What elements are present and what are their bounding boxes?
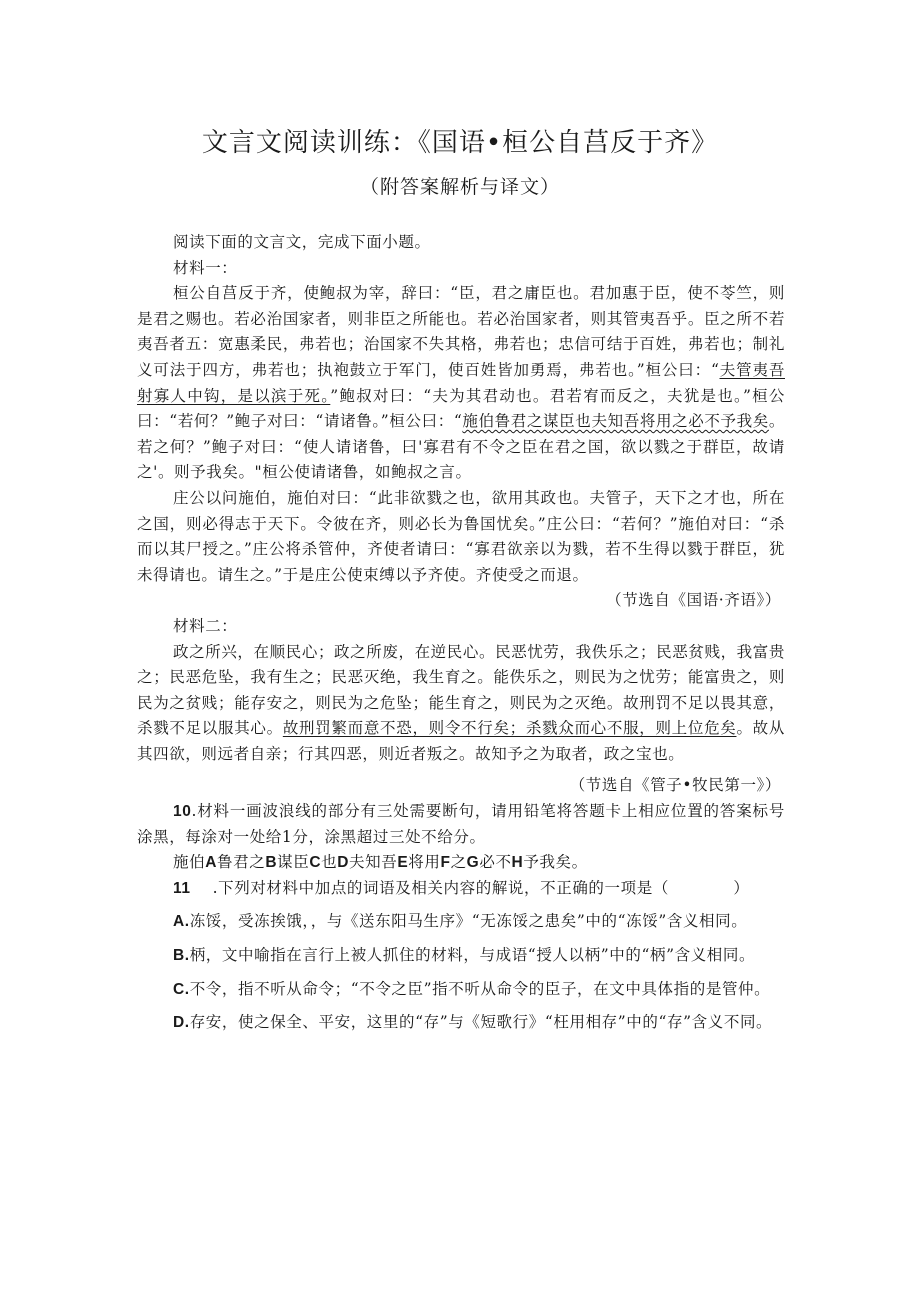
underlined-sentence: 夫管夷吾射寡人中钩，是以滨于死。 [137,360,785,405]
question-10-sentence [137,850,785,876]
underlined-sentence-2: 故刑罚繁而意不恐，则令不行矣；杀戮众而心不服，则上位危矣 [282,719,737,738]
question-11 [137,876,785,902]
option-text: 不令，指不听从命令；“不令之臣”指不听从命令的臣子，在文中具体指的是管仲。 [189,979,771,998]
break-option-label: F [440,854,451,872]
option-text: 存安，使之保全、平安，这里的“存”与《短歌行》“枉用相存”中的“存”含义不同。 [189,1013,773,1032]
sentence-segment: 予我矣。 [523,853,588,872]
material-two-source: （节选自《管子•牧民第一》） [569,776,781,795]
break-option-label: D [337,854,350,872]
document-subtitle: （附答案解析与译文） [359,176,560,198]
sentence-segment: 之 [450,853,467,872]
intro-line: 阅读下面的文言文，完成下面小题。 [173,233,431,251]
sentence-segment: 夫知吾 [349,853,398,872]
option-label: A. [173,913,190,931]
sentence-segment: 施伯 [173,853,206,872]
sentence-segment: 也 [321,853,338,872]
question-10-number: 10 [173,803,192,821]
option-text: 柄，文中喻指在言行上被人抓住的材料，与成语“授人以柄”中的“柄”含义相同。 [189,946,756,965]
m1-text-a: 桓公自莒反于齐，使鲍叔为宰，辞曰：“臣，君之庸臣也。君加惠于臣，使不苓竺，则是君之赐也。若必治国家者，则非臣之所能也。若必治国家者，则其管夷吾乎。臣之所不若夷吾者五：宽惠柔民，弗若也；治国家不失其格，弗若也；忠信可结于百姓，弗若也；制礼义可法于四方，弗若也；执袍鼓立于军门，使百姓皆加勇焉，弗若也。”桓公曰：“ [137,284,785,379]
option-c [137,977,785,1003]
option-a [137,909,785,935]
material-one-paragraph-2: 庄公以问施伯，施伯对曰：“此非欲戮之也，欲用其政也。夫管子，天下之才也，所在之国，则必得志于天下。令彼在齐，则必长为鲁国忧矣。”庄公曰：“若何？”施伯对曰：“杀而以其尸授之。”庄公将杀管仲，齐使者请曰：“寡君欲亲以为戮，若不生得以戮于群臣，犹未得请也。请生之。”于是庄公使束缚以予齐使。齐使受之而退。 [137,488,785,584]
option-label: C. [173,980,190,998]
break-option-label: A [205,854,217,872]
sentence-segment: 必不 [479,853,512,872]
material-two-paragraph [137,640,785,768]
document-title: 文言文阅读训练：《国语•桓公自莒反于齐》 [201,128,719,158]
question-10 [137,799,785,850]
wavy-underlined-passage: 施伯鲁君之谋臣也夫知吾将用之必不予我矣 [462,412,769,431]
sentence-segment: 谋臣 [277,853,310,872]
option-label: D. [173,1014,190,1032]
material-one-label: 材料一： [173,258,238,277]
question-11-number: 11 [173,879,191,897]
break-option-label: G [466,854,480,872]
question-11-text: .下列对材料中加点的词语及相关内容的解说，不正确的一项是（ ） [212,878,750,897]
question-11-options [137,909,785,1035]
m1-text-b: ”鲍叔对曰：“夫为其君动也。君若宥而反之，夫犹是也。”桓公曰：“若何？”鲍子对曰：“请诸鲁。”桓公曰：“ [137,386,785,431]
option-label: B. [173,947,190,965]
option-text: 冻馁，受冻挨饿，，与《送东阳马生序》“无冻馁之患矣”中的“冻馁”含义相同。 [189,912,748,931]
material-one-paragraph-1 [137,281,785,486]
sentence-segment: 将用 [408,853,441,872]
m2-text-a: 政之所兴，在顺民心；政之所废，在逆民心。民恶忧劳，我佚乐之；民恶贫贱，我富贵之；民恶危坠，我有生之；民恶灭绝，我生育之。能佚乐之，则民为之忧劳；能富贵之，则民为之贫贱；能存安之，则民为之危坠；能生育之，则民为之灭绝。故刑罚不足以畏其意，杀戮不足以服其心。 [137,642,785,738]
option-d [137,1010,785,1036]
m1-text-c: 。若之何？”鲍子对曰：“使人请诸鲁，曰'寡君有不令之臣在君之国，欲以戮之于群臣，故请之'。则予我矣。"桓公使请诸鲁，如鲍叔之言。 [137,412,785,482]
sentence-segment: 鲁君之 [217,853,266,872]
m2-text-b: 。故从其四欲，则远者自亲；行其四恶，则近者叛之。故知予之为取者，政之宝也。 [137,719,785,763]
option-b [137,943,785,969]
break-option-label: H [511,854,524,872]
material-two-label: 材料二： [173,616,238,635]
material-one-source: （节选自《国语·齐语》） [606,591,781,610]
break-option-label: C [309,854,322,872]
question-10-text: .材料一画波浪线的部分有三处需要断句，请用铅笔将答题卡上相应位置的答案标号涂黑，每涂对一处给1分，涂黑超过三处不给分。 [137,802,785,846]
document-body [137,230,785,1036]
break-option-label: B [265,854,278,872]
break-option-label: E [397,854,409,872]
